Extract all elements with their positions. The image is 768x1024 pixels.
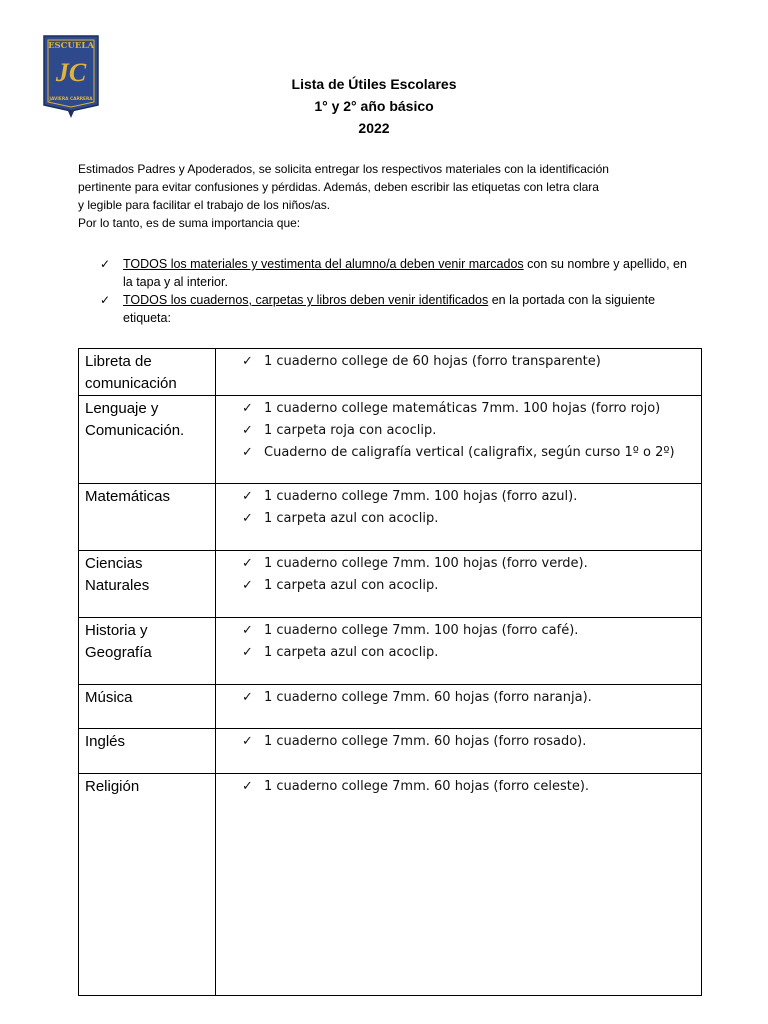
items-cell xyxy=(216,729,702,774)
items-cell xyxy=(216,618,702,685)
items-cell xyxy=(216,551,702,618)
supply-item-text: 1 carpeta azul con acoclip. xyxy=(264,578,439,593)
page-title xyxy=(224,73,524,139)
checkmark-icon: ✓ xyxy=(242,734,253,749)
requirements-list xyxy=(100,255,700,327)
checkmark-icon: ✓ xyxy=(242,779,253,794)
checkmark-icon: ✓ xyxy=(242,645,253,660)
supplies-table xyxy=(78,348,702,996)
title-line-3: 2022 xyxy=(358,120,390,136)
intro-paragraph xyxy=(78,160,698,232)
supply-item xyxy=(242,351,701,373)
crest-top-text: ESCUELA xyxy=(48,41,94,51)
table-row xyxy=(79,349,702,396)
requirement-item xyxy=(100,291,700,327)
checkmark-icon: ✓ xyxy=(242,445,253,460)
supply-item-text: 1 cuaderno college matemáticas 7mm. 100 hojas (forro rojo) xyxy=(264,401,661,416)
supply-item-text: 1 carpeta roja con acoclip. xyxy=(264,423,437,438)
supply-item-text: 1 cuaderno college 7mm. 60 hojas (forro naranja). xyxy=(264,690,592,705)
supply-item-text: 1 cuaderno college 7mm. 60 hojas (forro celeste). xyxy=(264,779,590,794)
table-row xyxy=(79,551,702,618)
checkmark-icon: ✓ xyxy=(242,489,253,504)
items-cell xyxy=(216,774,702,996)
checkmark-icon: ✓ xyxy=(242,556,253,571)
supply-item xyxy=(242,575,701,597)
supply-item-text: 1 cuaderno college 7mm. 100 hojas (forro azul). xyxy=(264,489,578,504)
subject-cell: Inglés xyxy=(79,729,216,774)
supply-item xyxy=(242,486,701,508)
requirement-text: con su nombre y apellido, en la tapa y al interior. xyxy=(123,257,687,289)
items-cell xyxy=(216,685,702,729)
supply-item xyxy=(242,642,701,664)
items-cell xyxy=(216,349,702,396)
requirement-item xyxy=(100,255,700,291)
table-row xyxy=(79,484,702,551)
crest-bottom-text: JAVIERA CARRERA xyxy=(49,97,93,102)
checkmark-icon: ✓ xyxy=(242,354,253,369)
checkmark-icon: ✓ xyxy=(100,293,111,307)
supply-item xyxy=(242,508,701,530)
items-cell xyxy=(216,484,702,551)
supply-item xyxy=(242,398,701,420)
subject-cell: Matemáticas xyxy=(79,484,216,551)
checkmark-icon: ✓ xyxy=(242,423,253,438)
checkmark-icon: ✓ xyxy=(242,401,253,416)
checkmark-icon: ✓ xyxy=(242,623,253,638)
title-line-1: Lista de Útiles Escolares xyxy=(291,76,457,92)
table-row xyxy=(79,729,702,774)
supply-item xyxy=(242,731,701,753)
subject-cell: Lenguaje y Comunicación. xyxy=(79,396,216,484)
supply-item-text: 1 carpeta azul con acoclip. xyxy=(264,645,439,660)
table-row xyxy=(79,396,702,484)
requirement-emphasis: TODOS los cuadernos, carpetas y libros deben venir identificados xyxy=(123,293,489,307)
supply-item xyxy=(242,687,701,709)
supply-item-text: 1 cuaderno college 7mm. 60 hojas (forro rosado). xyxy=(264,734,587,749)
supply-item xyxy=(242,553,701,575)
supply-item xyxy=(242,776,701,798)
intro-line: y legible para facilitar el trabajo de los niños/as. xyxy=(78,198,331,212)
school-crest-logo xyxy=(43,35,99,119)
checkmark-icon: ✓ xyxy=(242,511,253,526)
requirement-text: en la portada con la siguiente etiqueta: xyxy=(123,293,656,325)
intro-line: Por lo tanto, es de suma importancia que: xyxy=(78,216,301,230)
supply-item xyxy=(242,442,701,464)
subject-cell: Religión xyxy=(79,774,216,996)
supply-item xyxy=(242,420,701,442)
requirement-emphasis: TODOS los materiales y vestimenta del alumno/a deben venir marcados xyxy=(123,257,524,271)
checkmark-icon: ✓ xyxy=(242,690,253,705)
subject-cell: Música xyxy=(79,685,216,729)
supply-item-text: 1 cuaderno college 7mm. 100 hojas (forro café). xyxy=(264,623,579,638)
intro-line: Estimados Padres y Apoderados, se solicita entregar los respectivos materiales con la identificación xyxy=(78,162,609,176)
checkmark-icon: ✓ xyxy=(100,257,111,271)
table-row xyxy=(79,618,702,685)
title-line-2: 1° y 2° año básico xyxy=(314,98,434,114)
intro-line: pertinente para evitar confusiones y pérdidas. Además, deben escribir las etiquetas con letra clara xyxy=(78,180,599,194)
subject-cell: Ciencias Naturales xyxy=(79,551,216,618)
supply-item xyxy=(242,620,701,642)
supply-item-text: Cuaderno de caligrafía vertical (caligrafix, según curso 1º o 2º) xyxy=(264,445,675,460)
checkmark-icon: ✓ xyxy=(242,578,253,593)
subject-cell: Libreta de comunicación xyxy=(79,349,216,396)
supply-item-text: 1 cuaderno college de 60 hojas (forro transparente) xyxy=(264,354,601,369)
crest-monogram: JC xyxy=(55,58,87,87)
table-row xyxy=(79,774,702,996)
supply-item-text: 1 carpeta azul con acoclip. xyxy=(264,511,439,526)
table-row xyxy=(79,685,702,729)
items-cell xyxy=(216,396,702,484)
subject-cell: Historia y Geografía xyxy=(79,618,216,685)
supply-item-text: 1 cuaderno college 7mm. 100 hojas (forro verde). xyxy=(264,556,588,571)
